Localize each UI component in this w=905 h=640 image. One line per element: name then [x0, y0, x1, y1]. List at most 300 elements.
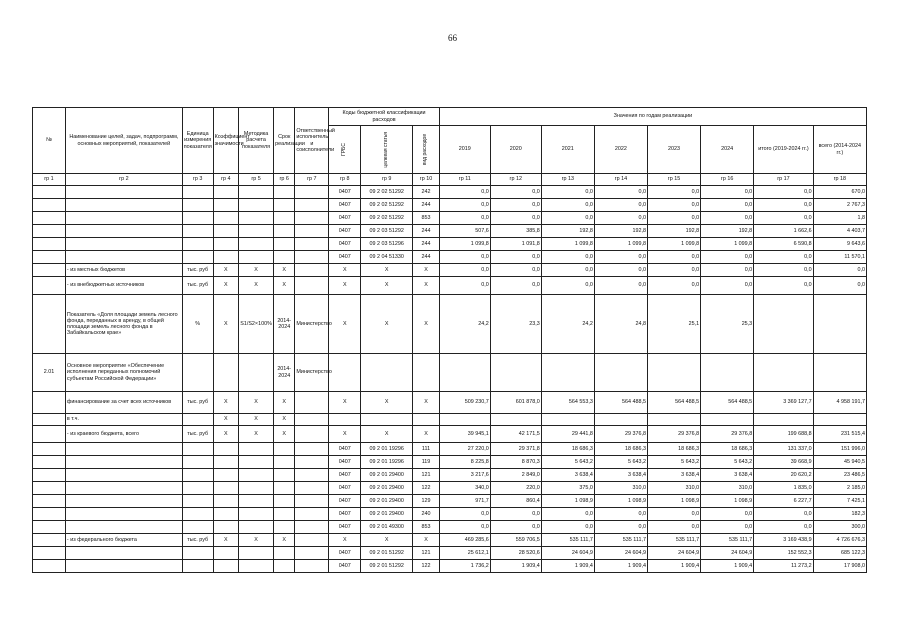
table-cell: тыс. руб [182, 426, 213, 443]
table-cell [182, 251, 213, 264]
table-cell: 1 091,8 [490, 238, 541, 251]
table-cell: 0407 [329, 469, 361, 482]
table-cell: 0,0 [439, 251, 490, 264]
header-values: Значения по годам реализации [439, 108, 866, 126]
table-row [33, 238, 867, 251]
header-total-2014-2024: всего (2014-2024 гг.) [813, 126, 866, 174]
table-cell: 3 169 438,9 [754, 534, 813, 547]
table-cell: 192,8 [594, 225, 647, 238]
table-cell [490, 414, 541, 426]
row-label-cell: - из федерального бюджета [65, 534, 182, 547]
table-row [33, 547, 867, 560]
header-year-2024: 2024 [701, 126, 754, 174]
table-cell: 131 337,0 [754, 443, 813, 456]
table-cell: 564 488,5 [647, 392, 700, 414]
table-cell: 300,0 [813, 521, 866, 534]
table-cell: 0,0 [813, 264, 866, 277]
table-cell [295, 199, 329, 212]
table-cell: 0,0 [594, 251, 647, 264]
table-cell [295, 238, 329, 251]
table-cell [182, 482, 213, 495]
table-cell: 310,0 [594, 482, 647, 495]
table-cell: 0,0 [541, 212, 594, 225]
table-cell: 509 230,7 [439, 392, 490, 414]
table-cell: Х [274, 392, 295, 414]
table-cell: 1 099,8 [594, 238, 647, 251]
table-cell: 0,0 [594, 277, 647, 295]
table-cell [213, 354, 238, 392]
table-cell: 310,0 [701, 482, 754, 495]
table-cell: Х [413, 392, 440, 414]
table-cell: 09 2 01 51292 [361, 560, 413, 573]
table-cell: Х [213, 264, 238, 277]
column-number-cell: гр 11 [439, 174, 490, 186]
table-cell: Х [213, 392, 238, 414]
table-cell [213, 469, 238, 482]
table-cell [33, 295, 66, 354]
table-cell: 0,0 [647, 199, 700, 212]
table-cell: 20 620,2 [754, 469, 813, 482]
table-cell [295, 482, 329, 495]
table-cell: 1 909,4 [647, 560, 700, 573]
table-cell: 0,0 [541, 277, 594, 295]
table-cell [239, 199, 274, 212]
table-row [33, 264, 867, 277]
table-cell: 3 369 127,7 [754, 392, 813, 414]
column-number-cell: гр 9 [361, 174, 413, 186]
table-cell: 2.01 [33, 354, 66, 392]
table-cell: 0407 [329, 186, 361, 199]
table-cell: 24 604,9 [701, 547, 754, 560]
table-cell [754, 295, 813, 354]
table-cell: Х [361, 264, 413, 277]
table-cell: 0,0 [594, 521, 647, 534]
table-cell [295, 414, 329, 426]
table-cell [33, 186, 66, 199]
table-cell [33, 560, 66, 573]
table-cell: 7 425,1 [813, 495, 866, 508]
table-cell: 28 520,6 [490, 547, 541, 560]
table-cell: 25,3 [701, 295, 754, 354]
table-cell: 853 [413, 521, 440, 534]
table-cell [329, 414, 361, 426]
header-total-2019-2024: итого (2019-2024 гг.) [754, 126, 813, 174]
table-cell [213, 456, 238, 469]
table-cell: 0,0 [439, 521, 490, 534]
table-row [33, 277, 867, 295]
table-cell: тыс. руб [182, 277, 213, 295]
table-cell [594, 414, 647, 426]
table-cell: 0,0 [754, 277, 813, 295]
table-cell [182, 521, 213, 534]
header-name: Наименование целей, задач, подпрограмм, основных мероприятий, показателей [65, 108, 182, 174]
row-label-cell [65, 199, 182, 212]
table-cell: тыс. руб [182, 534, 213, 547]
row-label-cell [65, 456, 182, 469]
table-cell [182, 547, 213, 560]
table-cell: 385,8 [490, 225, 541, 238]
table-cell: Х [413, 264, 440, 277]
header-method: Методика расчета показателя [239, 108, 274, 174]
table-cell [239, 443, 274, 456]
table-cell: 3 638,4 [541, 469, 594, 482]
table-body [33, 186, 867, 573]
column-number-cell: гр 10 [413, 174, 440, 186]
table-cell [295, 264, 329, 277]
table-cell [213, 560, 238, 573]
table-cell: 8 225,8 [439, 456, 490, 469]
column-number-cell: гр 7 [295, 174, 329, 186]
table-cell: 0,0 [754, 212, 813, 225]
table-cell [295, 560, 329, 573]
table-cell [274, 225, 295, 238]
table-cell [182, 212, 213, 225]
table-cell: Х [361, 295, 413, 354]
table-cell: 564 488,5 [594, 392, 647, 414]
table-cell: 24,2 [439, 295, 490, 354]
table-cell: Х [329, 264, 361, 277]
table-cell [295, 186, 329, 199]
table-cell: 192,8 [647, 225, 700, 238]
table-cell [213, 547, 238, 560]
table-row [33, 508, 867, 521]
table-cell [33, 392, 66, 414]
row-label-cell [65, 443, 182, 456]
table-row [33, 560, 867, 573]
table-cell: 1 835,0 [754, 482, 813, 495]
header-no: № [33, 108, 66, 174]
budget-table [32, 107, 867, 573]
table-cell: 0,0 [439, 264, 490, 277]
table-cell: 152 552,3 [754, 547, 813, 560]
table-cell: Х [361, 277, 413, 295]
table-cell: 0407 [329, 238, 361, 251]
column-number-cell: гр 5 [239, 174, 274, 186]
table-cell [490, 354, 541, 392]
table-cell: 340,0 [439, 482, 490, 495]
table-cell: 559 706,5 [490, 534, 541, 547]
table-row [33, 354, 867, 392]
table-cell: 121 [413, 469, 440, 482]
table-cell: Х [274, 426, 295, 443]
table-cell [239, 521, 274, 534]
row-label-cell [65, 251, 182, 264]
table-cell: 244 [413, 238, 440, 251]
table-cell: 0,0 [647, 264, 700, 277]
table-cell [647, 354, 700, 392]
table-cell: 25,1 [647, 295, 700, 354]
table-cell [295, 508, 329, 521]
table-cell [182, 443, 213, 456]
header-code-kind: вид расходов [413, 126, 440, 174]
table-cell: 1,8 [813, 212, 866, 225]
table-cell: 564 488,5 [701, 392, 754, 414]
table-cell [239, 186, 274, 199]
table-cell [295, 469, 329, 482]
table-cell [239, 225, 274, 238]
table-cell: Министерство [295, 295, 329, 354]
table-cell [182, 560, 213, 573]
table-cell [213, 212, 238, 225]
table-cell [33, 534, 66, 547]
table-cell: Х [274, 264, 295, 277]
table-cell: 0,0 [647, 212, 700, 225]
table-cell [295, 534, 329, 547]
table-cell: 0407 [329, 482, 361, 495]
table-cell: Х [413, 277, 440, 295]
table-cell: 0,0 [647, 251, 700, 264]
table-cell: Х [213, 295, 238, 354]
table-cell [274, 482, 295, 495]
table-row [33, 186, 867, 199]
table-cell [274, 443, 295, 456]
table-cell: 242 [413, 186, 440, 199]
table-cell: Х [213, 534, 238, 547]
table-cell: 1 098,9 [647, 495, 700, 508]
table-cell: 0,0 [647, 521, 700, 534]
row-label-cell [65, 238, 182, 251]
header-year-2022: 2022 [594, 126, 647, 174]
table-cell: 0,0 [490, 199, 541, 212]
table-cell: 0,0 [647, 508, 700, 521]
table-cell [239, 251, 274, 264]
table-cell [239, 469, 274, 482]
table-cell: 2014-2024 [274, 295, 295, 354]
column-number-cell: гр 8 [329, 174, 361, 186]
table-cell [594, 354, 647, 392]
table-cell [213, 251, 238, 264]
table-cell: 23 486,5 [813, 469, 866, 482]
table-cell: 151 996,0 [813, 443, 866, 456]
table-cell: Х [239, 426, 274, 443]
table-cell: 469 285,6 [439, 534, 490, 547]
table-cell: 240 [413, 508, 440, 521]
table-cell: 0,0 [490, 521, 541, 534]
table-cell [182, 238, 213, 251]
column-number-cell: гр 16 [701, 174, 754, 186]
table-cell: 0,0 [701, 264, 754, 277]
table-cell: 0,0 [490, 508, 541, 521]
table-cell [33, 212, 66, 225]
table-cell: 601 878,0 [490, 392, 541, 414]
table-cell: 182,3 [813, 508, 866, 521]
table-cell: 3 638,4 [701, 469, 754, 482]
table-cell [295, 547, 329, 560]
table-cell: 09 2 01 51292 [361, 547, 413, 560]
table-cell [541, 414, 594, 426]
table-cell: 11 570,1 [813, 251, 866, 264]
table-cell: 6 227,7 [754, 495, 813, 508]
table-cell [33, 456, 66, 469]
table-cell [413, 414, 440, 426]
table-cell: 1 909,4 [594, 560, 647, 573]
table-cell [213, 521, 238, 534]
row-label-cell: - из местных бюджетов [65, 264, 182, 277]
table-cell: 09 2 04 51330 [361, 251, 413, 264]
table-cell: 310,0 [647, 482, 700, 495]
table-cell [274, 456, 295, 469]
table-cell: 24 604,9 [541, 547, 594, 560]
table-cell: 0,0 [594, 508, 647, 521]
header-coefficient: Коэффициент значимости [213, 108, 238, 174]
table-cell [295, 495, 329, 508]
table-cell: 111 [413, 443, 440, 456]
table-cell: 860,4 [490, 495, 541, 508]
table-cell [182, 456, 213, 469]
table-cell: 0,0 [439, 186, 490, 199]
table-cell: 45 940,5 [813, 456, 866, 469]
table-cell: 0,0 [490, 212, 541, 225]
table-cell: 0,0 [754, 264, 813, 277]
table-cell [33, 521, 66, 534]
table-cell: 0,0 [541, 199, 594, 212]
row-label-cell [65, 521, 182, 534]
table-cell: 0,0 [594, 264, 647, 277]
table-cell: Х [329, 295, 361, 354]
table-cell: 1 909,4 [701, 560, 754, 573]
table-cell [295, 426, 329, 443]
table-cell: 0,0 [541, 521, 594, 534]
column-number-cell: гр 1 [33, 174, 66, 186]
table-cell: 23,3 [490, 295, 541, 354]
table-cell: 3 638,4 [647, 469, 700, 482]
table-cell: 0,0 [754, 521, 813, 534]
table-cell: 129 [413, 495, 440, 508]
table-cell: 1 736,2 [439, 560, 490, 573]
table-cell: 09 2 02 51292 [361, 212, 413, 225]
table-cell: 5 643,2 [594, 456, 647, 469]
table-cell: Х [213, 277, 238, 295]
table-cell: 8 870,3 [490, 456, 541, 469]
table-cell: 122 [413, 482, 440, 495]
table-cell: 09 2 01 29400 [361, 495, 413, 508]
table-cell [541, 354, 594, 392]
table-cell: 0,0 [541, 251, 594, 264]
table-cell: 42 171,5 [490, 426, 541, 443]
table-cell [33, 251, 66, 264]
table-row [33, 414, 867, 426]
table-cell: 121 [413, 547, 440, 560]
table-cell [274, 199, 295, 212]
table-cell: 564 553,3 [541, 392, 594, 414]
table-cell: тыс. руб [182, 264, 213, 277]
table-cell: 231 515,4 [813, 426, 866, 443]
table-cell [439, 354, 490, 392]
table-cell [33, 469, 66, 482]
table-cell: 0,0 [754, 508, 813, 521]
table-row [33, 521, 867, 534]
table-cell: S1/S2×100% [239, 295, 274, 354]
table-cell: 0407 [329, 547, 361, 560]
table-cell: 6 590,8 [754, 238, 813, 251]
table-cell: 2 849,0 [490, 469, 541, 482]
table-cell: 09 2 01 29400 [361, 508, 413, 521]
table-row [33, 534, 867, 547]
table-cell: 09 2 03 51296 [361, 238, 413, 251]
table-cell [295, 277, 329, 295]
table-cell: 29 441,8 [541, 426, 594, 443]
column-numbers-row [33, 174, 867, 186]
table-cell: Х [239, 264, 274, 277]
header-term: Срок реализации [274, 108, 295, 174]
page-number: 66 [448, 33, 457, 43]
table-cell: 0,0 [754, 199, 813, 212]
table-cell [813, 354, 866, 392]
table-cell: 18 686,3 [701, 443, 754, 456]
table-cell: 244 [413, 199, 440, 212]
table-cell: 27 220,0 [439, 443, 490, 456]
table-cell [182, 354, 213, 392]
table-cell [295, 456, 329, 469]
table-cell [274, 521, 295, 534]
table-cell: 220,0 [490, 482, 541, 495]
table-cell: 0,0 [541, 264, 594, 277]
table-cell: 25 612,1 [439, 547, 490, 560]
table-cell: 09 2 02 51292 [361, 199, 413, 212]
table-row [33, 482, 867, 495]
column-number-cell: гр 4 [213, 174, 238, 186]
table-cell: Х [361, 534, 413, 547]
table-cell [213, 443, 238, 456]
table-cell: 0,0 [594, 199, 647, 212]
table-cell: 535 111,7 [594, 534, 647, 547]
table-cell [239, 354, 274, 392]
table-cell: 09 2 01 19296 [361, 456, 413, 469]
table-cell: 1 099,8 [541, 238, 594, 251]
row-label-cell [65, 469, 182, 482]
column-number-cell: гр 2 [65, 174, 182, 186]
table-row [33, 426, 867, 443]
table-cell [182, 414, 213, 426]
table-cell: 375,0 [541, 482, 594, 495]
table-cell: Х [361, 426, 413, 443]
table-cell: 18 686,3 [594, 443, 647, 456]
table-cell: Х [274, 414, 295, 426]
header-code-target: целевая статья [361, 126, 413, 174]
table-cell: Х [239, 534, 274, 547]
table-cell [213, 495, 238, 508]
table-cell [33, 199, 66, 212]
table-cell: 29 376,8 [647, 426, 700, 443]
table-cell: 5 643,2 [647, 456, 700, 469]
table-cell: 0,0 [439, 212, 490, 225]
row-label-cell: Показатель «Доля площади земель лесного фонда, переданных в аренду, в общей площади земель лесного фонда в Забайкальском крае» [65, 295, 182, 354]
table-cell: Х [239, 277, 274, 295]
table-cell [413, 354, 440, 392]
table-cell [239, 560, 274, 573]
table-cell [182, 186, 213, 199]
table-cell: 09 2 01 19296 [361, 443, 413, 456]
table-cell [239, 495, 274, 508]
table-cell: 971,7 [439, 495, 490, 508]
table-cell [33, 443, 66, 456]
table-cell [274, 508, 295, 521]
table-row [33, 469, 867, 482]
table-cell: Х [361, 392, 413, 414]
table-cell [295, 212, 329, 225]
table-cell [295, 443, 329, 456]
table-cell: 685 122,3 [813, 547, 866, 560]
table-cell [213, 508, 238, 521]
header-codes: Коды бюджетной классификации расходов [329, 108, 439, 126]
table-cell [274, 547, 295, 560]
table-cell: 09 2 02 51292 [361, 186, 413, 199]
table-cell: Х [329, 277, 361, 295]
table-cell [33, 495, 66, 508]
table-cell: 17 908,0 [813, 560, 866, 573]
column-number-cell: гр 15 [647, 174, 700, 186]
table-row [33, 295, 867, 354]
